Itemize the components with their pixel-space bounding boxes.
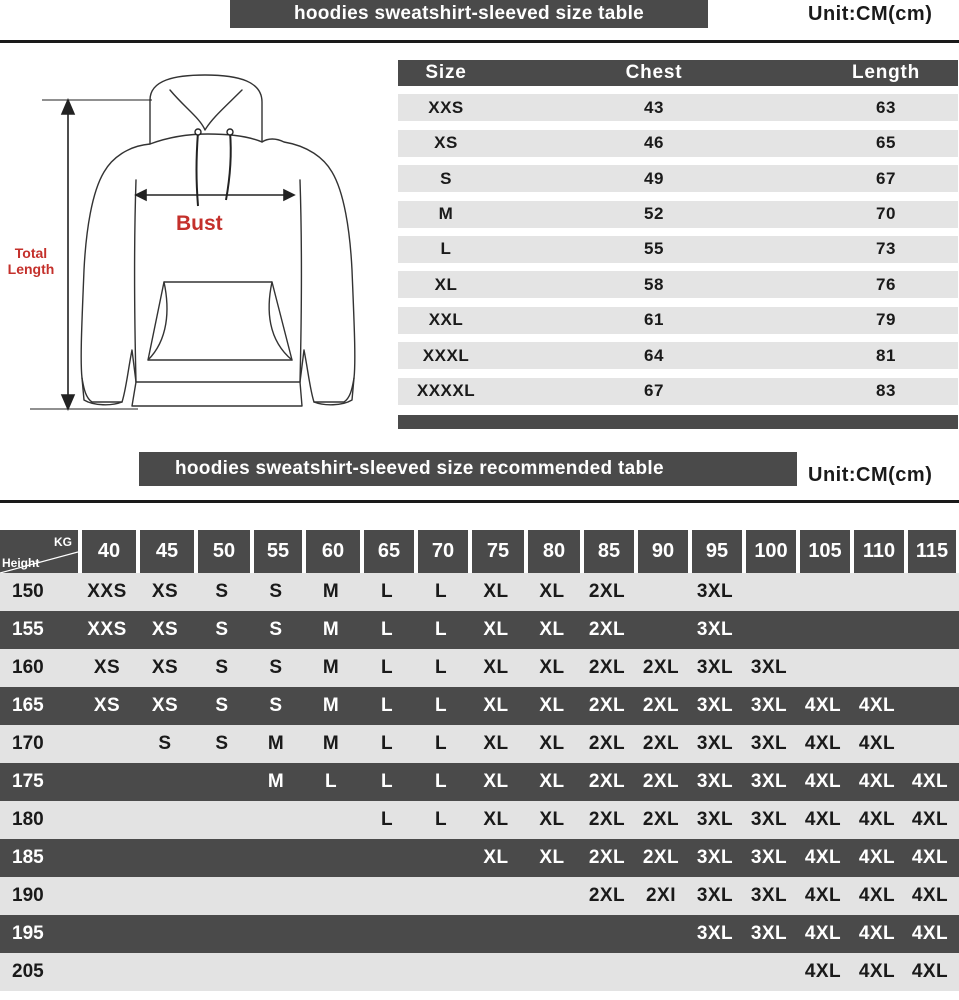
recommended-size-cell: 2XL bbox=[642, 809, 680, 830]
top-divider bbox=[0, 40, 959, 43]
size-row bbox=[398, 236, 958, 263]
recommended-size-cell: S bbox=[158, 733, 172, 754]
length-cell: 67 bbox=[876, 168, 896, 188]
length-cell: 83 bbox=[876, 381, 896, 401]
recommended-size-cell: XS bbox=[151, 581, 179, 602]
kg-header-cell: 55 bbox=[250, 530, 302, 573]
recommended-size-cell: 4XL bbox=[858, 695, 896, 716]
length-cell: 63 bbox=[876, 97, 896, 117]
chest-cell: 43 bbox=[644, 97, 664, 117]
kg-header-cell: 85 bbox=[580, 530, 634, 573]
chest-cell: 58 bbox=[644, 274, 664, 294]
recommended-size-cell: XXS bbox=[87, 619, 127, 640]
chest-cell: 64 bbox=[644, 345, 664, 365]
recommended-size-cell: S bbox=[215, 619, 229, 640]
recommended-size-cell: XL bbox=[483, 847, 509, 868]
kg-header-cell: 65 bbox=[360, 530, 414, 573]
recommended-size-cell: S bbox=[269, 657, 283, 678]
recommended-size-cell: 2XL bbox=[642, 657, 680, 678]
recommended-row bbox=[0, 877, 959, 915]
recommended-size-cell: 4XL bbox=[804, 961, 842, 982]
size-row bbox=[398, 165, 958, 192]
size-cell: M bbox=[438, 204, 454, 224]
recommended-size-cell: L bbox=[434, 809, 448, 830]
recommended-size-cell: L bbox=[434, 581, 448, 602]
size-table-footer-bar bbox=[398, 415, 958, 429]
recommended-size-cell: S bbox=[215, 733, 229, 754]
recommended-size-cell: L bbox=[434, 695, 448, 716]
recommended-size-cell: L bbox=[380, 695, 394, 716]
recommended-size-cell: 4XL bbox=[804, 885, 842, 906]
size-table-title: hoodies sweatshirt-sleeved size table bbox=[230, 0, 708, 28]
recommended-size-cell: 3XL bbox=[750, 809, 788, 830]
size-row bbox=[398, 94, 958, 121]
recommended-table bbox=[0, 530, 959, 991]
recommended-size-cell: XL bbox=[539, 695, 565, 716]
height-cell: 150 bbox=[12, 581, 44, 602]
length-cell: 70 bbox=[876, 204, 896, 224]
recommended-size-cell: L bbox=[434, 771, 448, 792]
kg-header-cell: 100 bbox=[742, 530, 796, 573]
recommended-table-title: hoodies sweatshirt-sleeved size recommended table bbox=[139, 452, 797, 486]
size-cell: XS bbox=[434, 133, 458, 153]
size-cell: L bbox=[440, 239, 452, 259]
recommended-size-cell: M bbox=[322, 581, 340, 602]
recommended-size-cell: S bbox=[215, 581, 229, 602]
recommended-table-header bbox=[0, 530, 959, 573]
size-table-unit: Unit:CM(cm) bbox=[808, 3, 933, 25]
chest-cell: 61 bbox=[644, 310, 664, 330]
recommended-size-cell: M bbox=[322, 733, 340, 754]
recommended-size-cell: XS bbox=[151, 657, 179, 678]
length-cell: 76 bbox=[876, 274, 896, 294]
recommended-size-cell: XL bbox=[483, 657, 509, 678]
recommended-size-cell: M bbox=[322, 619, 340, 640]
recommended-row bbox=[0, 649, 959, 687]
kg-header-cell: 110 bbox=[850, 530, 904, 573]
length-cell: 65 bbox=[876, 133, 896, 153]
size-row bbox=[398, 271, 958, 298]
recommended-size-cell: 4XL bbox=[858, 923, 896, 944]
recommended-size-cell: S bbox=[269, 619, 283, 640]
recommended-size-cell: L bbox=[380, 619, 394, 640]
size-row bbox=[398, 378, 958, 405]
kg-header-cell: 60 bbox=[302, 530, 360, 573]
hoodie-illustration bbox=[0, 60, 390, 420]
kg-header-cell: 115 bbox=[904, 530, 956, 573]
recommended-row bbox=[0, 839, 959, 877]
recommended-size-cell: 4XL bbox=[911, 847, 949, 868]
height-cell: 195 bbox=[12, 923, 44, 944]
recommended-size-cell: 4XL bbox=[858, 885, 896, 906]
kg-header-cell: 75 bbox=[468, 530, 524, 573]
recommended-size-cell: S bbox=[215, 695, 229, 716]
corner-height-label: Height bbox=[2, 556, 40, 570]
recommended-size-cell: 4XL bbox=[804, 809, 842, 830]
height-cell: 205 bbox=[12, 961, 44, 982]
recommended-size-cell: XL bbox=[483, 581, 509, 602]
middle-divider bbox=[0, 500, 959, 503]
recommended-size-cell: 4XL bbox=[858, 771, 896, 792]
recommended-size-cell: 4XL bbox=[858, 961, 896, 982]
recommended-size-cell: 3XL bbox=[696, 923, 734, 944]
recommended-size-cell: 2XL bbox=[588, 657, 626, 678]
recommended-size-cell: XXS bbox=[87, 581, 127, 602]
recommended-size-cell: 3XL bbox=[696, 581, 734, 602]
kg-header-cell: 95 bbox=[688, 530, 742, 573]
recommended-size-cell: XL bbox=[539, 581, 565, 602]
size-row bbox=[398, 130, 958, 157]
recommended-size-cell: 2XL bbox=[642, 695, 680, 716]
size-table-header bbox=[398, 60, 958, 86]
recommended-size-cell: 4XL bbox=[858, 733, 896, 754]
recommended-size-cell: XL bbox=[483, 809, 509, 830]
size-row bbox=[398, 201, 958, 228]
recommended-size-cell: 4XL bbox=[804, 771, 842, 792]
recommended-size-cell: XL bbox=[539, 847, 565, 868]
chest-cell: 67 bbox=[644, 381, 664, 401]
recommended-size-cell: XL bbox=[539, 809, 565, 830]
kg-header-cell: 50 bbox=[194, 530, 250, 573]
recommended-size-cell: 4XL bbox=[911, 885, 949, 906]
kg-header-cell: 40 bbox=[78, 530, 136, 573]
recommended-size-cell: 2XL bbox=[588, 581, 626, 602]
recommended-size-cell: M bbox=[322, 657, 340, 678]
recommended-size-cell: L bbox=[434, 733, 448, 754]
recommended-size-cell: L bbox=[380, 581, 394, 602]
recommended-size-cell: L bbox=[380, 733, 394, 754]
size-cell: XL bbox=[434, 274, 458, 294]
length-cell: 73 bbox=[876, 239, 896, 259]
chest-cell: 46 bbox=[644, 133, 664, 153]
recommended-size-cell: L bbox=[324, 771, 338, 792]
height-cell: 185 bbox=[12, 847, 44, 868]
recommended-row bbox=[0, 763, 959, 801]
recommended-size-cell: S bbox=[269, 695, 283, 716]
header-corner bbox=[0, 530, 78, 573]
recommended-size-cell: XL bbox=[539, 657, 565, 678]
total-length-label: Total Length bbox=[7, 245, 55, 277]
chest-cell: 55 bbox=[644, 239, 664, 259]
recommended-size-cell: XS bbox=[93, 657, 121, 678]
recommended-size-cell: 4XL bbox=[858, 847, 896, 868]
recommended-size-cell: 4XL bbox=[804, 847, 842, 868]
recommended-size-cell: M bbox=[267, 771, 285, 792]
recommended-size-cell: 3XL bbox=[750, 657, 788, 678]
height-cell: 160 bbox=[12, 657, 44, 678]
recommended-table-unit: Unit:CM(cm) bbox=[808, 464, 933, 486]
recommended-row bbox=[0, 953, 959, 991]
recommended-size-cell: 2XL bbox=[642, 771, 680, 792]
recommended-size-cell: 3XL bbox=[750, 771, 788, 792]
bust-label: Bust bbox=[176, 212, 223, 235]
size-cell: S bbox=[440, 168, 452, 188]
height-cell: 170 bbox=[12, 733, 44, 754]
recommended-row bbox=[0, 687, 959, 725]
recommended-size-cell: 3XL bbox=[696, 809, 734, 830]
recommended-size-cell: M bbox=[267, 733, 285, 754]
recommended-row bbox=[0, 725, 959, 763]
recommended-size-cell: 2XL bbox=[588, 695, 626, 716]
recommended-size-cell: 4XL bbox=[858, 809, 896, 830]
size-row bbox=[398, 342, 958, 369]
recommended-size-cell: 3XL bbox=[696, 847, 734, 868]
recommended-size-cell: XL bbox=[539, 619, 565, 640]
recommended-size-cell: 3XL bbox=[696, 733, 734, 754]
length-cell: 81 bbox=[876, 345, 896, 365]
recommended-size-cell: XS bbox=[151, 619, 179, 640]
recommended-size-cell: 3XL bbox=[696, 885, 734, 906]
recommended-size-cell: 2XL bbox=[588, 619, 626, 640]
size-cell: XXS bbox=[428, 97, 464, 117]
recommended-size-cell: 2XL bbox=[588, 771, 626, 792]
size-row bbox=[398, 307, 958, 334]
length-cell: 79 bbox=[876, 310, 896, 330]
recommended-size-cell: 3XL bbox=[696, 695, 734, 716]
header-chest: Chest bbox=[625, 62, 683, 83]
recommended-size-cell: XL bbox=[483, 619, 509, 640]
recommended-size-cell: 3XL bbox=[750, 695, 788, 716]
recommended-size-cell: XL bbox=[483, 771, 509, 792]
size-table bbox=[398, 60, 958, 429]
recommended-row bbox=[0, 801, 959, 839]
recommended-size-cell: S bbox=[269, 581, 283, 602]
recommended-size-cell: XS bbox=[151, 695, 179, 716]
recommended-size-cell: 2XI bbox=[645, 885, 677, 906]
size-cell: XXL bbox=[428, 310, 464, 330]
recommended-size-cell: 4XL bbox=[911, 923, 949, 944]
corner-kg-label: KG bbox=[54, 535, 72, 549]
recommended-size-cell: XS bbox=[93, 695, 121, 716]
recommended-size-cell: S bbox=[215, 657, 229, 678]
height-cell: 165 bbox=[12, 695, 44, 716]
header-length: Length bbox=[851, 62, 921, 83]
kg-header-cell: 105 bbox=[796, 530, 850, 573]
height-cell: 190 bbox=[12, 885, 44, 906]
recommended-size-cell: 4XL bbox=[804, 923, 842, 944]
kg-header-cell: 90 bbox=[634, 530, 688, 573]
size-cell: XXXL bbox=[422, 345, 470, 365]
chest-cell: 49 bbox=[644, 168, 664, 188]
recommended-size-cell: 2XL bbox=[588, 885, 626, 906]
height-cell: 155 bbox=[12, 619, 44, 640]
recommended-size-cell: 2XL bbox=[588, 733, 626, 754]
recommended-size-cell: 2XL bbox=[588, 809, 626, 830]
recommended-size-cell: XL bbox=[483, 695, 509, 716]
recommended-size-cell: L bbox=[434, 657, 448, 678]
height-cell: 175 bbox=[12, 771, 44, 792]
recommended-size-cell: M bbox=[322, 695, 340, 716]
recommended-size-cell: 2XL bbox=[642, 733, 680, 754]
recommended-size-cell: XL bbox=[539, 733, 565, 754]
header-size: Size bbox=[425, 62, 467, 83]
recommended-size-cell: 3XL bbox=[750, 885, 788, 906]
recommended-size-cell: 3XL bbox=[696, 657, 734, 678]
kg-header-cell: 70 bbox=[414, 530, 468, 573]
recommended-size-cell: 3XL bbox=[696, 619, 734, 640]
recommended-row bbox=[0, 915, 959, 953]
size-cell: XXXXL bbox=[416, 381, 476, 401]
recommended-row bbox=[0, 611, 959, 649]
recommended-size-cell: XL bbox=[483, 733, 509, 754]
recommended-size-cell: 4XL bbox=[911, 961, 949, 982]
recommended-size-cell: 4XL bbox=[911, 771, 949, 792]
recommended-size-cell: 4XL bbox=[804, 695, 842, 716]
kg-header-cell: 45 bbox=[136, 530, 194, 573]
recommended-size-cell: 3XL bbox=[750, 733, 788, 754]
recommended-size-cell: L bbox=[380, 657, 394, 678]
recommended-size-cell: 3XL bbox=[750, 847, 788, 868]
chest-cell: 52 bbox=[644, 204, 664, 224]
recommended-size-cell: 2XL bbox=[588, 847, 626, 868]
recommended-size-cell: L bbox=[434, 619, 448, 640]
recommended-size-cell: 4XL bbox=[804, 733, 842, 754]
recommended-size-cell: XL bbox=[539, 771, 565, 792]
recommended-size-cell: 3XL bbox=[696, 771, 734, 792]
recommended-size-cell: 2XL bbox=[642, 847, 680, 868]
recommended-size-cell: L bbox=[380, 809, 394, 830]
recommended-size-cell: 4XL bbox=[911, 809, 949, 830]
height-cell: 180 bbox=[12, 809, 44, 830]
recommended-size-cell: 3XL bbox=[750, 923, 788, 944]
recommended-size-cell: L bbox=[380, 771, 394, 792]
kg-header-cell: 80 bbox=[524, 530, 580, 573]
recommended-row bbox=[0, 573, 959, 611]
